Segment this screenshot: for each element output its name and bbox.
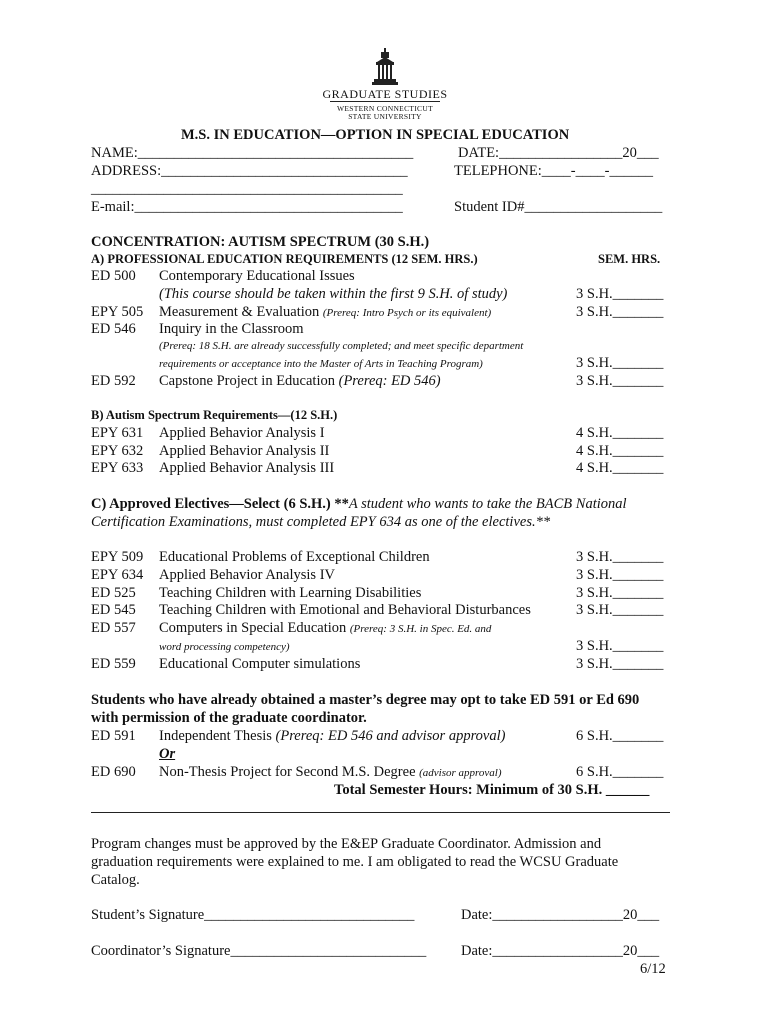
hours-field[interactable]: 3 S.H._______: [576, 602, 664, 618]
logo-line2: WESTERN CONNECTICUT: [337, 104, 433, 113]
course-code: ED 525: [91, 585, 136, 601]
hours-field[interactable]: 3 S.H._______: [576, 656, 664, 672]
course-title: Applied Behavior Analysis III: [159, 460, 335, 476]
course-note: (Prereq: 18 S.H. are already successfully completed; and meet specific department: [159, 340, 524, 352]
hours-field[interactable]: 4 S.H._______: [576, 443, 664, 459]
building-icon: [370, 48, 400, 86]
hours-field[interactable]: 3 S.H._______: [576, 585, 664, 601]
course-code: ED 500: [91, 268, 136, 284]
hours-field[interactable]: 3 S.H._______: [576, 638, 664, 654]
email-field[interactable]: E-mail:_____________________________________: [91, 199, 403, 215]
course-title: Educational Problems of Exceptional Children: [159, 549, 430, 565]
section-b-heading: B) Autism Spectrum Requirements—(12 S.H.): [91, 408, 338, 422]
course-code: EPY 509: [91, 549, 144, 565]
course-title: Contemporary Educational Issues: [159, 268, 355, 284]
course-note: (Prereq: Intro Psych or its equivalent): [322, 307, 492, 319]
telephone-field[interactable]: TELEPHONE:____-____-______: [454, 163, 653, 179]
course-note: (This course should be taken within the first 9 S.H. of study): [159, 286, 508, 302]
masters-note: with permission of the graduate coordinator.: [91, 710, 367, 726]
hours-field[interactable]: 3 S.H._______: [576, 355, 664, 371]
sem-hrs-header: SEM. HRS.: [598, 252, 661, 266]
course-code: ED 591: [91, 728, 136, 744]
course-title: Computers in Special Education (Prereq: 3 S.H. in Spec. Ed. and: [159, 620, 492, 636]
footer-text: Catalog.: [91, 872, 140, 888]
course-code: ED 545: [91, 602, 136, 618]
course-code: EPY 631: [91, 425, 144, 441]
concentration-heading: CONCENTRATION: AUTISM SPECTRUM (30 S.H.): [91, 234, 430, 250]
course-note: (Prereq: ED 546 and advisor approval): [275, 728, 506, 744]
course-title: Independent Thesis (Prereq: ED 546 and advisor approval): [159, 728, 506, 744]
course-code: EPY 632: [91, 443, 144, 459]
section-a-heading: A) PROFESSIONAL EDUCATION REQUIREMENTS (12 SEM. HRS.): [91, 252, 478, 266]
name-field[interactable]: NAME:______________________________________: [91, 145, 414, 161]
course-title: Non-Thesis Project for Second M.S. Degree (advisor approval): [159, 764, 502, 780]
course-code: ED 557: [91, 620, 136, 636]
course-code: ED 690: [91, 764, 136, 780]
course-title: Teaching Children with Emotional and Behavioral Disturbances: [159, 602, 531, 618]
course-title: Teaching Children with Learning Disabilities: [159, 585, 422, 601]
course-code: EPY 505: [91, 304, 144, 320]
logo-title: GRADUATE STUDIES: [322, 87, 448, 101]
hours-field[interactable]: 4 S.H._______: [576, 425, 664, 441]
course-title: Applied Behavior Analysis IV: [159, 567, 335, 583]
page-title: M.S. IN EDUCATION—OPTION IN SPECIAL EDUCATION: [181, 127, 570, 143]
course-code: ED 546: [91, 321, 136, 337]
course-code: ED 559: [91, 656, 136, 672]
coordinator-date-field[interactable]: Date:__________________20___: [461, 943, 660, 959]
footer-text: graduation requirements were explained to me. I am obligated to read the WCSU Graduate: [91, 854, 619, 870]
course-code: EPY 633: [91, 460, 144, 476]
hours-field[interactable]: 3 S.H._______: [576, 567, 664, 583]
hours-field[interactable]: 3 S.H._______: [576, 549, 664, 565]
course-note: word processing competency): [159, 641, 290, 653]
course-code: ED 592: [91, 373, 136, 389]
logo-line3: STATE UNIVERSITY: [348, 112, 422, 121]
hours-field[interactable]: 4 S.H._______: [576, 460, 664, 476]
course-note: (Prereq: ED 546): [338, 373, 441, 389]
divider: [91, 812, 670, 813]
masters-note: Students who have already obtained a master’s degree may opt to take ED 591 or Ed 690: [91, 692, 640, 708]
address-field[interactable]: ADDRESS:__________________________________: [91, 163, 408, 179]
footer-text: Program changes must be approved by the E&EP Graduate Coordinator. Admission and: [91, 836, 602, 852]
hours-field[interactable]: 6 S.H._______: [576, 764, 664, 780]
date-field[interactable]: DATE:_________________20___: [458, 145, 659, 161]
section-c-note: Certification Examinations, must completed EPY 634 as one of the electives.**: [91, 514, 551, 530]
section-c-heading: C) Approved Electives—Select (6 S.H.) **A student who wants to take the BACB National: [91, 496, 627, 512]
student-date-field[interactable]: Date:__________________20___: [461, 907, 660, 923]
hours-field[interactable]: 3 S.H._______: [576, 373, 664, 389]
hours-field[interactable]: 3 S.H._______: [576, 304, 664, 320]
hours-field[interactable]: 3 S.H._______: [576, 286, 664, 302]
page-number: 6/12: [640, 961, 666, 977]
student-id-field[interactable]: Student ID#___________________: [454, 199, 663, 215]
course-title: Applied Behavior Analysis II: [159, 443, 330, 459]
address-line2-field[interactable]: ___________________________________________: [91, 181, 403, 197]
course-title: Measurement & Evaluation (Prereq: Intro Psych or its equivalent): [159, 304, 492, 320]
course-title: Inquiry in the Classroom: [159, 321, 304, 337]
course-code: EPY 634: [91, 567, 144, 583]
total-hours: Total Semester Hours: Minimum of 30 S.H. ______: [334, 782, 650, 798]
student-signature-field[interactable]: Student’s Signature_____________________________: [91, 907, 415, 923]
course-note: (advisor approval): [419, 767, 502, 779]
course-title: Educational Computer simulations: [159, 656, 361, 672]
course-title: Applied Behavior Analysis I: [159, 425, 325, 441]
university-logo: [322, 48, 448, 121]
course-note: requirements or acceptance into the Master of Arts in Teaching Program): [159, 358, 483, 370]
course-note: (Prereq: 3 S.H. in Spec. Ed. and: [349, 623, 492, 635]
course-title: Capstone Project in Education (Prereq: ED 546): [159, 373, 441, 389]
or-label: Or: [159, 746, 176, 762]
coordinator-signature-field[interactable]: Coordinator’s Signature___________________________: [91, 943, 427, 959]
hours-field[interactable]: 6 S.H._______: [576, 728, 664, 744]
